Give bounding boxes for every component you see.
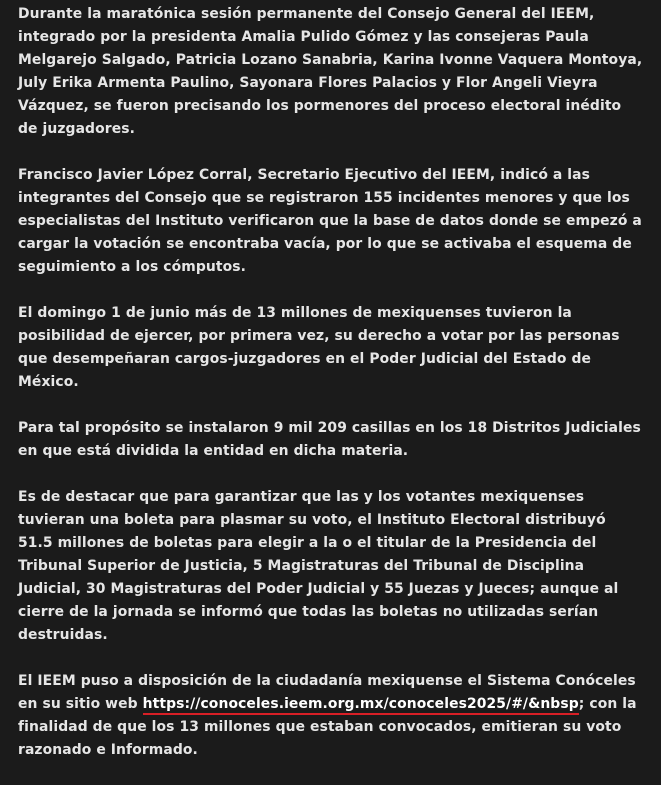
conoceles-text-before: El IEEM puso a disposición de la ciudadanía mexiquense el Sistema Conóceles en su sitio web <box>18 673 636 712</box>
paragraph-ballots: Es de destacar que para garantizar que las y los votantes mexiquenses tuvieran una boleta para plasmar su voto, el Instituto Electoral distribuyó 51.5 millones de boletas para elegir a la o el titular de la Presidencia del Tribunal Superior de Justicia, 5 Magistraturas del Tribunal de Disciplina Judicial, 30 Magistraturas del Poder Judicial y 55 Juezas y Jueces; aunque al cierre de la jornada se informó que todas las boletas no utilizadas serían destruidas. <box>18 489 619 643</box>
paragraph-incidents: Francisco Javier López Corral, Secretario Ejecutivo del IEEM, indicó a las integrantes del Consejo que se registraron 155 incidentes menores y que los especialistas del Instituto verificaron que la base de datos donde se empezó a cargar la votación se encontraba vacía, por lo que se activaba el esquema de seguimiento a los cómputos. <box>18 167 642 275</box>
article-body <box>18 3 643 785</box>
paragraph-session: Durante la maratónica sesión permanente del Consejo General del IEEM, integrado por la presidenta Amalia Pulido Gómez y las consejeras Paula Melgarejo Salgado, Patricia Lozano Sanabria, Karina Ivonne Vaquera Montoya, July Erika Armenta Paulino, Sayonara Flores Palacios y Flor Angeli Vieyra Vázquez, se fueron precisando los pormenores del proceso electoral inédito de juzgadores. <box>18 6 643 137</box>
conoceles-link[interactable]: https://conoceles.ieem.org.mx/conoceles2025/#/&nbsp <box>143 696 579 715</box>
conoceles-text-after: ; con la finalidad de que los 13 millones que estaban convocados, emitieran su voto razonado e Informado. <box>18 696 637 758</box>
paragraph-election-day: El domingo 1 de junio más de 13 millones de mexiquenses tuvieron la posibilidad de ejercer, por primera vez, su derecho a votar por las personas que desempeñaran cargos-juzgadores en el Poder Judicial del Estado de México. <box>18 305 620 390</box>
paragraph-polling-stations: Para tal propósito se instalaron 9 mil 209 casillas en los 18 Distritos Judiciales en que está dividida la entidad en dicha materia. <box>18 420 641 459</box>
paragraph-conoceles <box>18 670 643 762</box>
